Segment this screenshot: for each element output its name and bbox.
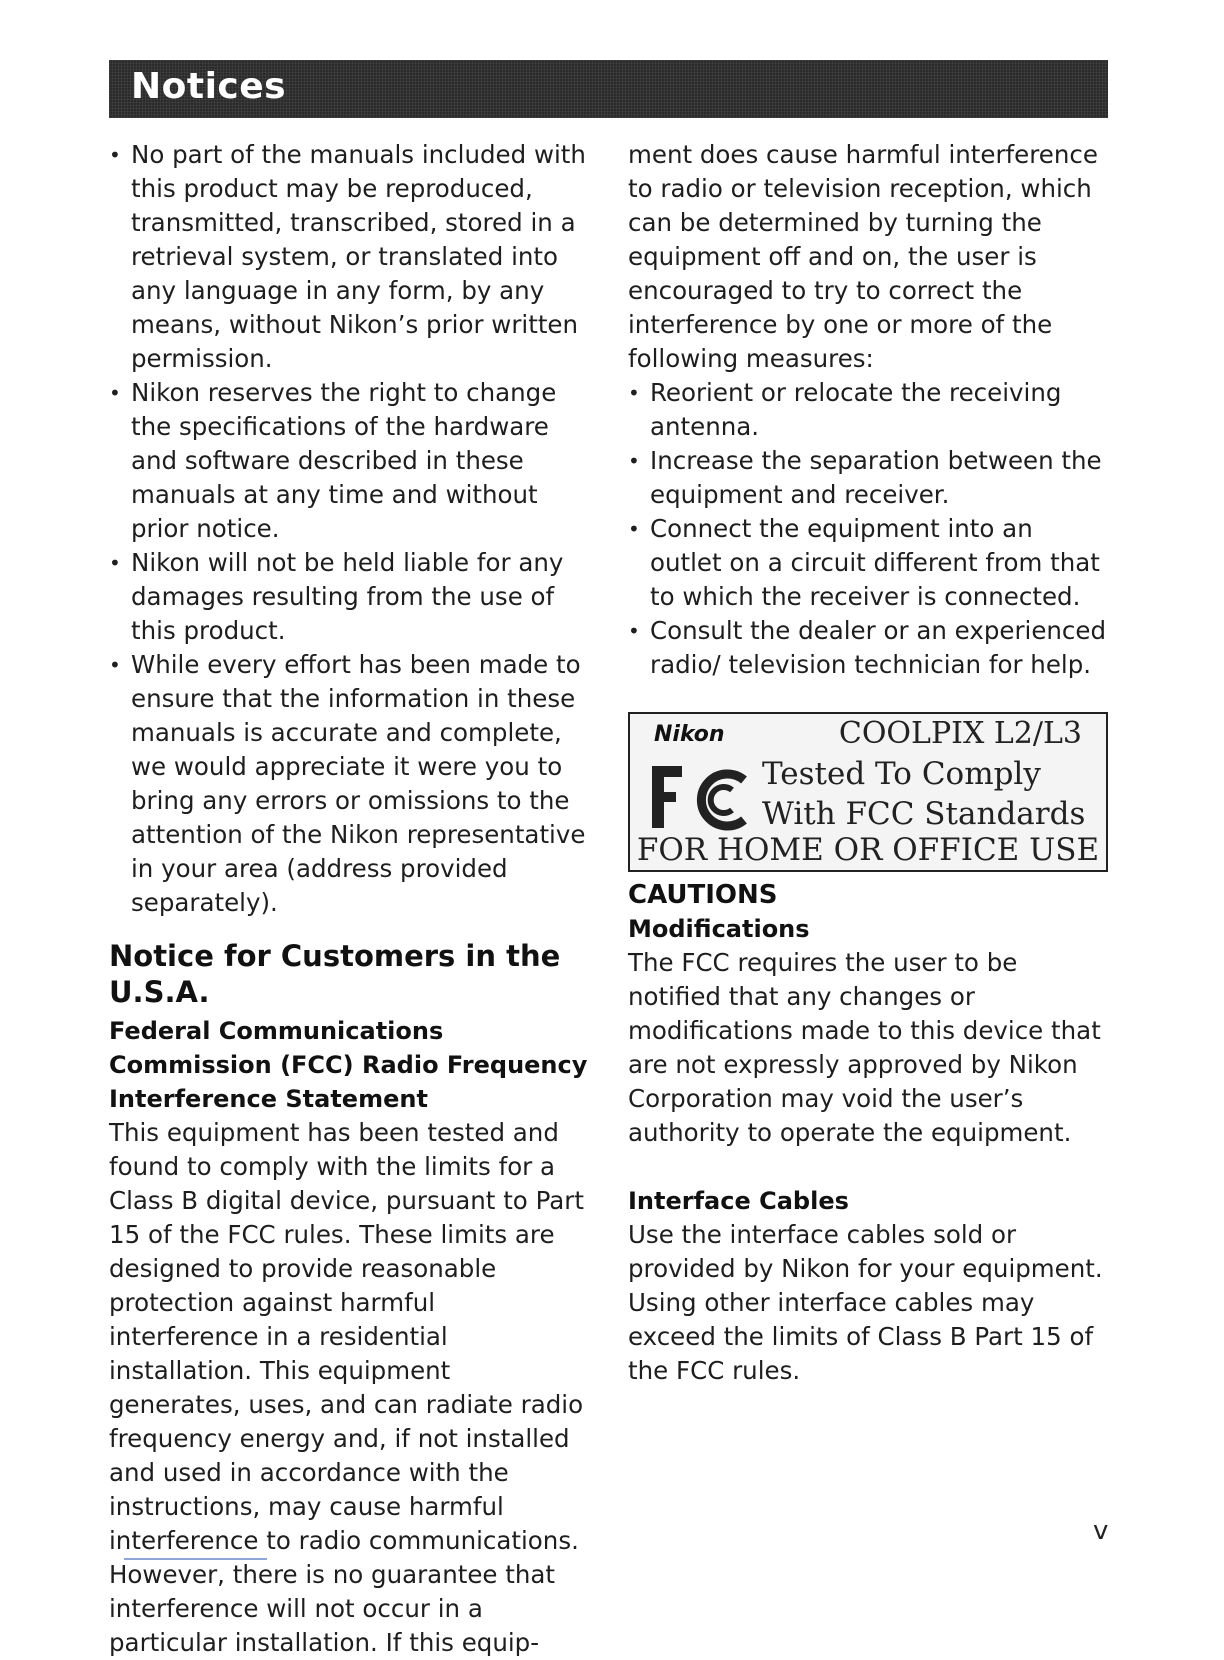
list-item: • Consult the dealer or an experienced radio/ television technician for help. xyxy=(628,614,1110,682)
measures-list xyxy=(628,376,1110,682)
cautions-heading: CAUTIONS xyxy=(628,880,778,910)
list-item: • While every effort has been made to ensure that the information in these manuals is accurate and complete, we would appreciate it were you to bring any errors or omissions to the attention of the Nikon representative in your area (address provided separately). xyxy=(109,648,589,920)
list-item: • Nikon will not be held liable for any damages resulting from the use of this product. xyxy=(109,546,589,648)
list-item: • Nikon reserves the right to change the specifications of the hardware and software described in these manuals at any time and without prior notice. xyxy=(109,376,589,546)
fcc-statement-paragraph: This equipment has been tested and found to comply with the limits for a Class B digital device, pursuant to Part 15 of the FCC rules. These limits are designed to provide reasonable protection against harmful interference in a residential installation. This equipment generates, uses, and can radiate radio frequency energy and, if not installed and used in accordance with the instructions, may cause harmful interference to radio communications. However, there is no guarantee that interference will not occur in a particular installation. If this equip- xyxy=(109,1118,584,1657)
spacer xyxy=(628,1150,1110,1184)
fcc-statement-continued: ment does cause harmful interference to radio or television reception, which can be determined by turning the equipment off and on, the user is encouraged to try to correct the interference by one or more of the following measures: xyxy=(628,140,1098,373)
interface-cables-text: Use the interface cables sold or provided by Nikon for your equipment. Using other interface cables may exceed the limits of Class B Part 15 of the FCC rules. xyxy=(628,1220,1103,1385)
model-name: COOLPIX L2/L3 xyxy=(838,716,1082,751)
list-item: • Increase the separation between the equipment and receiver. xyxy=(628,444,1110,512)
page-number: v xyxy=(1093,1516,1109,1546)
fcc-compliance-box xyxy=(628,712,1108,872)
fcc-tested-text: Tested To Comply xyxy=(762,756,1041,792)
nikon-logo: Nikon xyxy=(654,722,725,747)
scan-artifact-line xyxy=(124,1558,267,1560)
modifications-heading: Modifications xyxy=(628,915,810,943)
notice-list xyxy=(109,138,589,920)
list-item: • No part of the manuals included with this product may be reproduced, transmitted, transcribed, stored in a retrieval system, or translated into any language in any form, by any means, without Nikon’s prior written permission. xyxy=(109,138,589,376)
right-column xyxy=(628,138,1110,1388)
list-item: • Reorient or relocate the receiving antenna. xyxy=(628,376,1110,444)
interface-cables-heading: Interface Cables xyxy=(628,1187,849,1215)
left-column xyxy=(109,138,589,1660)
list-item: • Connect the equipment into an outlet on a circuit different from that to which the receiver is connected. xyxy=(628,512,1110,614)
section-heading-usa: Notice for Customers in the U.S.A. xyxy=(109,939,561,1009)
modifications-text: The FCC requires the user to be notified that any changes or modifications made to this device that are not expressly approved by Nikon Corporation may void the user’s authority to operate the equipment. xyxy=(628,948,1101,1147)
header-banner xyxy=(109,60,1108,118)
fcc-logo-icon xyxy=(648,760,766,840)
fcc-standards-text: With FCC Standards xyxy=(762,796,1086,832)
fcc-statement-heading: Federal Communications Commission (FCC) Radio Frequency Interference Statement xyxy=(109,1017,588,1113)
page-title: Notices xyxy=(131,66,287,107)
fcc-home-office-text: FOR HOME OR OFFICE USE xyxy=(636,832,1100,868)
